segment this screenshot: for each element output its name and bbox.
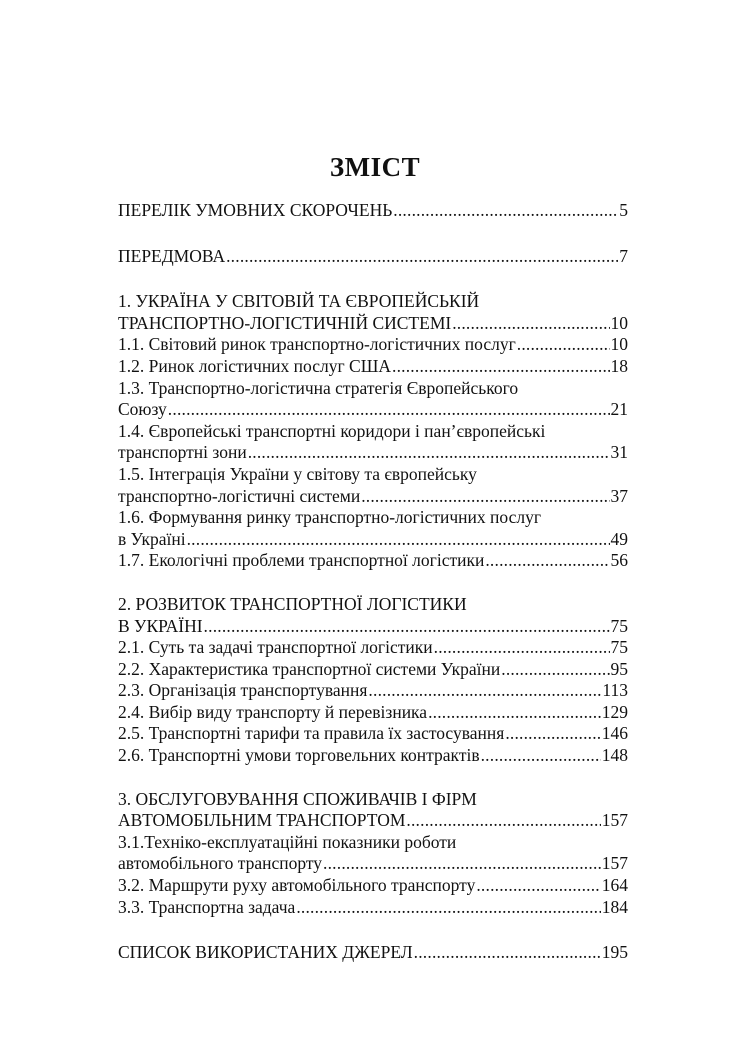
toc-entry-3-1-line1[interactable]: 3.1.Техніко-експлуатаційні показники роботи [118,831,457,852]
toc-page-number: 113 [602,680,628,701]
dot-leader [414,942,601,964]
toc-entry-1-5-line1[interactable]: 1.5. Інтеграція України у світову та європейську [118,463,477,484]
toc-entry-text: 2.3. Організація транспортування [118,680,368,701]
toc-page-number: 129 [601,701,628,722]
dot-leader [368,680,601,702]
dot-leader [481,745,601,767]
toc-entry-1-4[interactable] [118,442,628,464]
toc-entry-text: 2.2. Характеристика транспортної системи України [118,658,501,679]
toc-page-number: 49 [610,528,628,549]
toc-page-number: 18 [610,355,628,376]
toc-entry-1-6[interactable] [118,529,628,551]
toc-entry-preface[interactable] [118,246,628,268]
toc-entry-1-5[interactable] [118,486,628,508]
toc-entry-text: 2.5. Транспортні тарифи та правила їх застосування [118,723,505,744]
toc-page-number: 56 [610,550,628,571]
toc-entry-3-1[interactable] [118,853,628,875]
dot-leader [485,550,609,572]
chapter-2-heading[interactable] [118,616,628,638]
toc-entry-text: 1.7. Екологічні проблеми транспортної логістики [118,550,485,571]
toc-entry-2-4[interactable] [118,702,628,724]
chapter-2-heading-line1[interactable]: 2. РОЗВИТОК ТРАНСПОРТНОЇ ЛОГІСТИКИ [118,593,467,614]
toc-entry-2-3[interactable] [118,680,628,702]
toc-page-number: 37 [610,485,628,506]
dot-leader [406,810,600,832]
toc-entry-1-2[interactable] [118,356,628,378]
toc-page-number: 10 [610,334,628,355]
toc-entry-text: 2.4. Вибір виду транспорту й перевізника [118,701,428,722]
dot-leader [452,313,609,335]
dot-leader [505,723,600,745]
toc-entry-text: В УКРАЇНІ [118,615,203,636]
toc-entry-text: 1.2. Ринок логістичних послуг США [118,355,391,376]
toc-entry-text: АВТОМОБІЛЬНИМ ТРАНСПОРТОМ [118,810,406,831]
dot-leader [434,637,610,659]
dot-leader [187,529,610,551]
toc-entry-3-3[interactable] [118,897,628,919]
toc-page-number: 157 [601,810,628,831]
dot-leader [501,659,609,681]
toc-entry-text: 3.2. Маршрути руху автомобільного транспорту [118,875,476,896]
toc-entry-text: ПЕРЕДМОВА [118,245,226,266]
toc-entry-text: ПЕРЕЛІК УМОВНИХ СКОРОЧЕНЬ [118,200,393,220]
toc-page-number: 75 [610,615,628,636]
toc-entry-sources[interactable] [118,942,628,964]
toc-entry-text: транспортні зони [118,442,247,463]
toc-page-number: 195 [601,942,628,963]
toc-page-number: 157 [601,853,628,874]
dot-leader [323,853,601,875]
toc-page-number: 95 [610,658,628,679]
toc-page-number: 75 [610,637,628,658]
toc-entry-text: 2.1. Суть та задачі транспортної логістики [118,637,433,658]
toc-page-number: 31 [610,442,628,463]
toc-entry-2-5[interactable] [118,723,628,745]
toc-page-number: 10 [610,312,628,333]
toc-page-number: 148 [601,745,628,766]
toc-entry-2-2[interactable] [118,659,628,681]
toc-page-number: 164 [601,875,628,896]
toc-entry-text: СПИСОК ВИКОРИСТАНИХ ДЖЕРЕЛ [118,942,413,963]
chapter-1-heading[interactable] [118,313,628,335]
table-of-contents [118,200,628,964]
toc-entry-text: 1.1. Світовий ринок транспортно-логістичних послуг [118,334,516,355]
dot-leader [204,616,610,638]
toc-entry-1-3-line1[interactable]: 1.3. Транспортно-логістична стратегія Європейського [118,377,519,398]
toc-entry-1-6-line1[interactable]: 1.6. Формування ринку транспортно-логістичних послуг [118,507,541,528]
toc-entry-2-1[interactable] [118,637,628,659]
toc-entry-3-2[interactable] [118,875,628,897]
toc-entry-text: транспортно-логістичні системи [118,485,361,506]
toc-entry-1-3[interactable] [118,399,628,421]
toc-page-number: 184 [601,896,628,917]
chapter-3-heading[interactable] [118,810,628,832]
toc-page-number: 146 [601,723,628,744]
toc-entry-text: ТРАНСПОРТНО-ЛОГІСТИЧНІЙ СИСТЕМІ [118,312,452,333]
dot-leader [392,356,610,378]
toc-entry-text: 3.3. Транспортна задача [118,896,296,917]
toc-entry-2-6[interactable] [118,745,628,767]
toc-page-number: 7 [619,245,628,266]
page-title: ЗМІСТ [329,152,421,182]
chapter-1-heading-line1[interactable]: 1. УКРАЇНА У СВІТОВІЙ ТА ЄВРОПЕЙСЬКІЙ [118,291,480,312]
dot-leader [428,702,601,724]
dot-leader [393,200,618,222]
toc-entry-text: в Україні [118,528,186,549]
toc-entry-1-4-line1[interactable]: 1.4. Європейські транспортні коридори і пан’європейські [118,420,546,441]
toc-entry-text: автомобільного транспорту [118,853,323,874]
dot-leader [168,399,610,421]
toc-page-number: 5 [619,200,628,220]
chapter-3-heading-line1[interactable]: 3. ОБСЛУГОВУВАННЯ СПОЖИВАЧІВ І ФІРМ [118,788,477,809]
toc-entry-1-7[interactable] [118,550,628,572]
dot-leader [226,246,618,268]
toc-page-number: 21 [610,399,628,420]
toc-entry-text: Союзу [118,399,167,420]
toc-entry-1-1[interactable] [118,334,628,356]
dot-leader [476,875,600,897]
toc-entry-abbreviations[interactable] [118,200,628,222]
dot-leader [517,334,610,356]
dot-leader [361,486,609,508]
toc-entry-text: 2.6. Транспортні умови торговельних контрактів [118,745,480,766]
dot-leader [296,897,600,919]
dot-leader [248,442,610,464]
